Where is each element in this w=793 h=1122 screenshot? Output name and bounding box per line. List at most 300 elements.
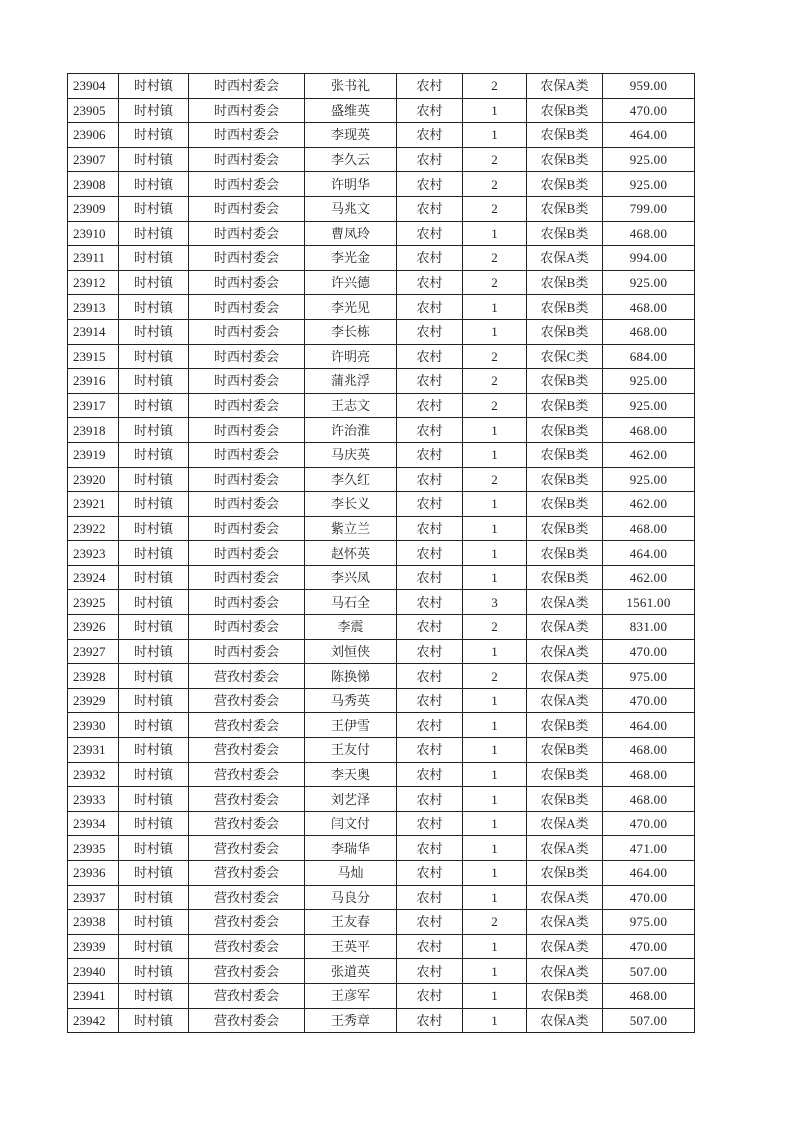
town-cell: 时村镇: [119, 959, 189, 984]
insurance-category-cell: 农保B类: [527, 442, 603, 467]
household-count-cell: 2: [463, 147, 527, 172]
person-name-cell: 李光见: [305, 295, 397, 320]
table-row: [68, 836, 695, 861]
insurance-category-cell: 农保A类: [527, 246, 603, 271]
amount-cell: 464.00: [603, 861, 695, 886]
area-type-cell: 农村: [397, 270, 463, 295]
insurance-category-cell: 农保A类: [527, 74, 603, 99]
insurance-category-cell: 农保B类: [527, 467, 603, 492]
town-cell: 时村镇: [119, 590, 189, 615]
insurance-category-cell: 农保B类: [527, 147, 603, 172]
area-type-cell: 农村: [397, 492, 463, 517]
row-id-cell: 23908: [68, 172, 119, 197]
town-cell: 时村镇: [119, 664, 189, 689]
table-row: [68, 1008, 695, 1033]
insurance-category-cell: 农保A类: [527, 885, 603, 910]
household-count-cell: 1: [463, 762, 527, 787]
row-id-cell: 23923: [68, 541, 119, 566]
amount-cell: 959.00: [603, 74, 695, 99]
person-name-cell: 刘恒侠: [305, 639, 397, 664]
village-committee-cell: 时西村委会: [189, 295, 305, 320]
town-cell: 时村镇: [119, 885, 189, 910]
row-id-cell: 23935: [68, 836, 119, 861]
household-count-cell: 1: [463, 787, 527, 812]
insurance-category-cell: 农保A类: [527, 664, 603, 689]
insurance-category-cell: 农保B类: [527, 295, 603, 320]
insurance-category-cell: 农保A类: [527, 959, 603, 984]
amount-cell: 925.00: [603, 467, 695, 492]
table-row: [68, 270, 695, 295]
person-name-cell: 王伊雪: [305, 713, 397, 738]
village-committee-cell: 营孜村委会: [189, 959, 305, 984]
person-name-cell: 王英平: [305, 934, 397, 959]
person-name-cell: 李长义: [305, 492, 397, 517]
household-count-cell: 1: [463, 565, 527, 590]
table-row: [68, 787, 695, 812]
amount-cell: 468.00: [603, 418, 695, 443]
insurance-category-cell: 农保A类: [527, 910, 603, 935]
row-id-cell: 23933: [68, 787, 119, 812]
row-id-cell: 23929: [68, 688, 119, 713]
household-count-cell: 2: [463, 246, 527, 271]
village-committee-cell: 时西村委会: [189, 442, 305, 467]
table-row: [68, 885, 695, 910]
area-type-cell: 农村: [397, 762, 463, 787]
row-id-cell: 23913: [68, 295, 119, 320]
amount-cell: 994.00: [603, 246, 695, 271]
amount-cell: 925.00: [603, 369, 695, 394]
row-id-cell: 23910: [68, 221, 119, 246]
area-type-cell: 农村: [397, 147, 463, 172]
household-count-cell: 2: [463, 74, 527, 99]
household-count-cell: 2: [463, 393, 527, 418]
table-row: [68, 123, 695, 148]
insurance-category-cell: 农保A类: [527, 836, 603, 861]
person-name-cell: 许兴德: [305, 270, 397, 295]
amount-cell: 471.00: [603, 836, 695, 861]
table-row: [68, 295, 695, 320]
table-row: [68, 934, 695, 959]
amount-cell: 462.00: [603, 565, 695, 590]
area-type-cell: 农村: [397, 516, 463, 541]
insurance-category-cell: 农保B类: [527, 713, 603, 738]
insurance-category-cell: 农保B类: [527, 983, 603, 1008]
insurance-category-cell: 农保B类: [527, 123, 603, 148]
amount-cell: 470.00: [603, 639, 695, 664]
town-cell: 时村镇: [119, 123, 189, 148]
table-row: [68, 861, 695, 886]
area-type-cell: 农村: [397, 861, 463, 886]
row-id-cell: 23936: [68, 861, 119, 886]
area-type-cell: 农村: [397, 74, 463, 99]
amount-cell: 468.00: [603, 295, 695, 320]
village-committee-cell: 时西村委会: [189, 418, 305, 443]
village-committee-cell: 时西村委会: [189, 123, 305, 148]
row-id-cell: 23918: [68, 418, 119, 443]
household-count-cell: 1: [463, 418, 527, 443]
village-committee-cell: 时西村委会: [189, 541, 305, 566]
area-type-cell: 农村: [397, 246, 463, 271]
row-id-cell: 23914: [68, 319, 119, 344]
row-id-cell: 23934: [68, 811, 119, 836]
person-name-cell: 马石全: [305, 590, 397, 615]
row-id-cell: 23922: [68, 516, 119, 541]
town-cell: 时村镇: [119, 639, 189, 664]
amount-cell: 925.00: [603, 172, 695, 197]
area-type-cell: 农村: [397, 295, 463, 320]
household-count-cell: 1: [463, 295, 527, 320]
household-count-cell: 2: [463, 910, 527, 935]
household-count-cell: 1: [463, 1008, 527, 1033]
amount-cell: 799.00: [603, 196, 695, 221]
person-name-cell: 刘艺泽: [305, 787, 397, 812]
amount-cell: 464.00: [603, 713, 695, 738]
person-name-cell: 马灿: [305, 861, 397, 886]
village-committee-cell: 营孜村委会: [189, 836, 305, 861]
person-name-cell: 张书礼: [305, 74, 397, 99]
person-name-cell: 李天奥: [305, 762, 397, 787]
amount-cell: 470.00: [603, 98, 695, 123]
table-row: [68, 172, 695, 197]
area-type-cell: 农村: [397, 639, 463, 664]
village-committee-cell: 时西村委会: [189, 172, 305, 197]
village-committee-cell: 营孜村委会: [189, 787, 305, 812]
row-id-cell: 23924: [68, 565, 119, 590]
amount-cell: 507.00: [603, 1008, 695, 1033]
amount-cell: 925.00: [603, 147, 695, 172]
household-count-cell: 1: [463, 713, 527, 738]
insurance-category-cell: 农保B类: [527, 565, 603, 590]
town-cell: 时村镇: [119, 861, 189, 886]
table-row: [68, 442, 695, 467]
insurance-category-cell: 农保B类: [527, 541, 603, 566]
insurance-category-cell: 农保B类: [527, 98, 603, 123]
village-committee-cell: 营孜村委会: [189, 934, 305, 959]
person-name-cell: 王志文: [305, 393, 397, 418]
person-name-cell: 许治淮: [305, 418, 397, 443]
town-cell: 时村镇: [119, 615, 189, 640]
household-count-cell: 2: [463, 196, 527, 221]
town-cell: 时村镇: [119, 172, 189, 197]
table-row: [68, 664, 695, 689]
insurance-category-cell: 农保B类: [527, 418, 603, 443]
table-row: [68, 910, 695, 935]
insurance-category-cell: 农保B类: [527, 516, 603, 541]
area-type-cell: 农村: [397, 910, 463, 935]
household-count-cell: 1: [463, 639, 527, 664]
table-row: [68, 516, 695, 541]
town-cell: 时村镇: [119, 713, 189, 738]
household-count-cell: 3: [463, 590, 527, 615]
town-cell: 时村镇: [119, 836, 189, 861]
table-row: [68, 983, 695, 1008]
insurance-category-cell: 农保A类: [527, 639, 603, 664]
town-cell: 时村镇: [119, 393, 189, 418]
household-count-cell: 1: [463, 885, 527, 910]
area-type-cell: 农村: [397, 836, 463, 861]
area-type-cell: 农村: [397, 934, 463, 959]
row-id-cell: 23921: [68, 492, 119, 517]
person-name-cell: 紫立兰: [305, 516, 397, 541]
person-name-cell: 曹凤玲: [305, 221, 397, 246]
insurance-category-cell: 农保B类: [527, 369, 603, 394]
insurance-category-cell: 农保B类: [527, 172, 603, 197]
village-committee-cell: 营孜村委会: [189, 738, 305, 763]
area-type-cell: 农村: [397, 369, 463, 394]
village-committee-cell: 营孜村委会: [189, 762, 305, 787]
person-name-cell: 李久云: [305, 147, 397, 172]
table-row: [68, 319, 695, 344]
area-type-cell: 农村: [397, 688, 463, 713]
insurance-category-cell: 农保B类: [527, 319, 603, 344]
row-id-cell: 23907: [68, 147, 119, 172]
amount-cell: 507.00: [603, 959, 695, 984]
area-type-cell: 农村: [397, 442, 463, 467]
village-committee-cell: 营孜村委会: [189, 664, 305, 689]
household-count-cell: 2: [463, 369, 527, 394]
table-row: [68, 590, 695, 615]
household-count-cell: 2: [463, 664, 527, 689]
table-row: [68, 688, 695, 713]
person-name-cell: 李瑞华: [305, 836, 397, 861]
town-cell: 时村镇: [119, 762, 189, 787]
person-name-cell: 马秀英: [305, 688, 397, 713]
village-committee-cell: 时西村委会: [189, 344, 305, 369]
area-type-cell: 农村: [397, 885, 463, 910]
town-cell: 时村镇: [119, 221, 189, 246]
town-cell: 时村镇: [119, 688, 189, 713]
area-type-cell: 农村: [397, 664, 463, 689]
insurance-category-cell: 农保A类: [527, 615, 603, 640]
household-count-cell: 1: [463, 688, 527, 713]
row-id-cell: 23906: [68, 123, 119, 148]
village-committee-cell: 时西村委会: [189, 98, 305, 123]
household-count-cell: 1: [463, 983, 527, 1008]
table-row: [68, 541, 695, 566]
row-id-cell: 23911: [68, 246, 119, 271]
area-type-cell: 农村: [397, 738, 463, 763]
person-name-cell: 马庆英: [305, 442, 397, 467]
person-name-cell: 盛维英: [305, 98, 397, 123]
insurance-category-cell: 农保B类: [527, 270, 603, 295]
table-row: [68, 393, 695, 418]
row-id-cell: 23938: [68, 910, 119, 935]
area-type-cell: 农村: [397, 713, 463, 738]
person-name-cell: 马兆文: [305, 196, 397, 221]
amount-cell: 462.00: [603, 492, 695, 517]
amount-cell: 464.00: [603, 123, 695, 148]
insurance-category-cell: 农保A类: [527, 811, 603, 836]
table-row: [68, 418, 695, 443]
town-cell: 时村镇: [119, 787, 189, 812]
amount-cell: 468.00: [603, 221, 695, 246]
town-cell: 时村镇: [119, 270, 189, 295]
data-table: [67, 73, 695, 1033]
household-count-cell: 1: [463, 811, 527, 836]
area-type-cell: 农村: [397, 172, 463, 197]
amount-cell: 464.00: [603, 541, 695, 566]
town-cell: 时村镇: [119, 196, 189, 221]
amount-cell: 831.00: [603, 615, 695, 640]
person-name-cell: 王彦军: [305, 983, 397, 1008]
table-row: [68, 221, 695, 246]
amount-cell: 468.00: [603, 762, 695, 787]
amount-cell: 468.00: [603, 319, 695, 344]
person-name-cell: 闫文付: [305, 811, 397, 836]
town-cell: 时村镇: [119, 147, 189, 172]
town-cell: 时村镇: [119, 910, 189, 935]
town-cell: 时村镇: [119, 98, 189, 123]
row-id-cell: 23937: [68, 885, 119, 910]
table-row: [68, 344, 695, 369]
row-id-cell: 23919: [68, 442, 119, 467]
amount-cell: 470.00: [603, 885, 695, 910]
row-id-cell: 23917: [68, 393, 119, 418]
insurance-category-cell: 农保A类: [527, 934, 603, 959]
table-row: [68, 811, 695, 836]
area-type-cell: 农村: [397, 123, 463, 148]
table-row: [68, 74, 695, 99]
village-committee-cell: 时西村委会: [189, 369, 305, 394]
insurance-category-cell: 农保B类: [527, 738, 603, 763]
table-row: [68, 738, 695, 763]
row-id-cell: 23905: [68, 98, 119, 123]
area-type-cell: 农村: [397, 196, 463, 221]
row-id-cell: 23909: [68, 196, 119, 221]
town-cell: 时村镇: [119, 1008, 189, 1033]
village-committee-cell: 营孜村委会: [189, 1008, 305, 1033]
table-row: [68, 467, 695, 492]
amount-cell: 975.00: [603, 910, 695, 935]
table-row: [68, 762, 695, 787]
village-committee-cell: 时西村委会: [189, 319, 305, 344]
area-type-cell: 农村: [397, 319, 463, 344]
household-count-cell: 2: [463, 172, 527, 197]
town-cell: 时村镇: [119, 467, 189, 492]
person-name-cell: 蒲兆浮: [305, 369, 397, 394]
amount-cell: 975.00: [603, 664, 695, 689]
village-committee-cell: 营孜村委会: [189, 811, 305, 836]
town-cell: 时村镇: [119, 565, 189, 590]
area-type-cell: 农村: [397, 418, 463, 443]
table-row: [68, 639, 695, 664]
household-count-cell: 2: [463, 615, 527, 640]
area-type-cell: 农村: [397, 983, 463, 1008]
town-cell: 时村镇: [119, 442, 189, 467]
row-id-cell: 23928: [68, 664, 119, 689]
household-count-cell: 2: [463, 467, 527, 492]
village-committee-cell: 营孜村委会: [189, 713, 305, 738]
person-name-cell: 李长栋: [305, 319, 397, 344]
town-cell: 时村镇: [119, 295, 189, 320]
row-id-cell: 23930: [68, 713, 119, 738]
amount-cell: 462.00: [603, 442, 695, 467]
insurance-category-cell: 农保B类: [527, 861, 603, 886]
row-id-cell: 23927: [68, 639, 119, 664]
table-row: [68, 565, 695, 590]
village-committee-cell: 时西村委会: [189, 467, 305, 492]
town-cell: 时村镇: [119, 516, 189, 541]
village-committee-cell: 时西村委会: [189, 516, 305, 541]
row-id-cell: 23926: [68, 615, 119, 640]
person-name-cell: 李震: [305, 615, 397, 640]
area-type-cell: 农村: [397, 344, 463, 369]
village-committee-cell: 时西村委会: [189, 590, 305, 615]
household-count-cell: 1: [463, 221, 527, 246]
table-row: [68, 959, 695, 984]
row-id-cell: 23904: [68, 74, 119, 99]
insurance-category-cell: 农保B类: [527, 393, 603, 418]
person-name-cell: 马良分: [305, 885, 397, 910]
household-count-cell: 1: [463, 738, 527, 763]
row-id-cell: 23941: [68, 983, 119, 1008]
row-id-cell: 23916: [68, 369, 119, 394]
amount-cell: 468.00: [603, 787, 695, 812]
household-count-cell: 1: [463, 123, 527, 148]
area-type-cell: 农村: [397, 615, 463, 640]
village-committee-cell: 时西村委会: [189, 270, 305, 295]
row-id-cell: 23915: [68, 344, 119, 369]
household-count-cell: 1: [463, 492, 527, 517]
town-cell: 时村镇: [119, 811, 189, 836]
town-cell: 时村镇: [119, 246, 189, 271]
household-count-cell: 2: [463, 270, 527, 295]
town-cell: 时村镇: [119, 492, 189, 517]
village-committee-cell: 时西村委会: [189, 221, 305, 246]
insurance-category-cell: 农保B类: [527, 221, 603, 246]
person-name-cell: 李现英: [305, 123, 397, 148]
table-row: [68, 713, 695, 738]
amount-cell: 925.00: [603, 270, 695, 295]
row-id-cell: 23940: [68, 959, 119, 984]
town-cell: 时村镇: [119, 541, 189, 566]
row-id-cell: 23925: [68, 590, 119, 615]
person-name-cell: 王友春: [305, 910, 397, 935]
household-count-cell: 1: [463, 836, 527, 861]
town-cell: 时村镇: [119, 319, 189, 344]
household-count-cell: 1: [463, 98, 527, 123]
row-id-cell: 23920: [68, 467, 119, 492]
person-name-cell: 张道英: [305, 959, 397, 984]
village-committee-cell: 时西村委会: [189, 639, 305, 664]
row-id-cell: 23912: [68, 270, 119, 295]
person-name-cell: 陈换悌: [305, 664, 397, 689]
area-type-cell: 农村: [397, 590, 463, 615]
area-type-cell: 农村: [397, 811, 463, 836]
area-type-cell: 农村: [397, 541, 463, 566]
village-committee-cell: 时西村委会: [189, 565, 305, 590]
household-count-cell: 1: [463, 516, 527, 541]
village-committee-cell: 时西村委会: [189, 74, 305, 99]
amount-cell: 684.00: [603, 344, 695, 369]
village-committee-cell: 时西村委会: [189, 393, 305, 418]
town-cell: 时村镇: [119, 344, 189, 369]
insurance-category-cell: 农保B类: [527, 196, 603, 221]
household-count-cell: 1: [463, 319, 527, 344]
area-type-cell: 农村: [397, 565, 463, 590]
area-type-cell: 农村: [397, 467, 463, 492]
row-id-cell: 23932: [68, 762, 119, 787]
person-name-cell: 许明华: [305, 172, 397, 197]
town-cell: 时村镇: [119, 983, 189, 1008]
table-row: [68, 196, 695, 221]
area-type-cell: 农村: [397, 393, 463, 418]
insurance-category-cell: 农保A类: [527, 1008, 603, 1033]
table-row: [68, 615, 695, 640]
household-count-cell: 1: [463, 861, 527, 886]
town-cell: 时村镇: [119, 74, 189, 99]
village-committee-cell: 营孜村委会: [189, 983, 305, 1008]
